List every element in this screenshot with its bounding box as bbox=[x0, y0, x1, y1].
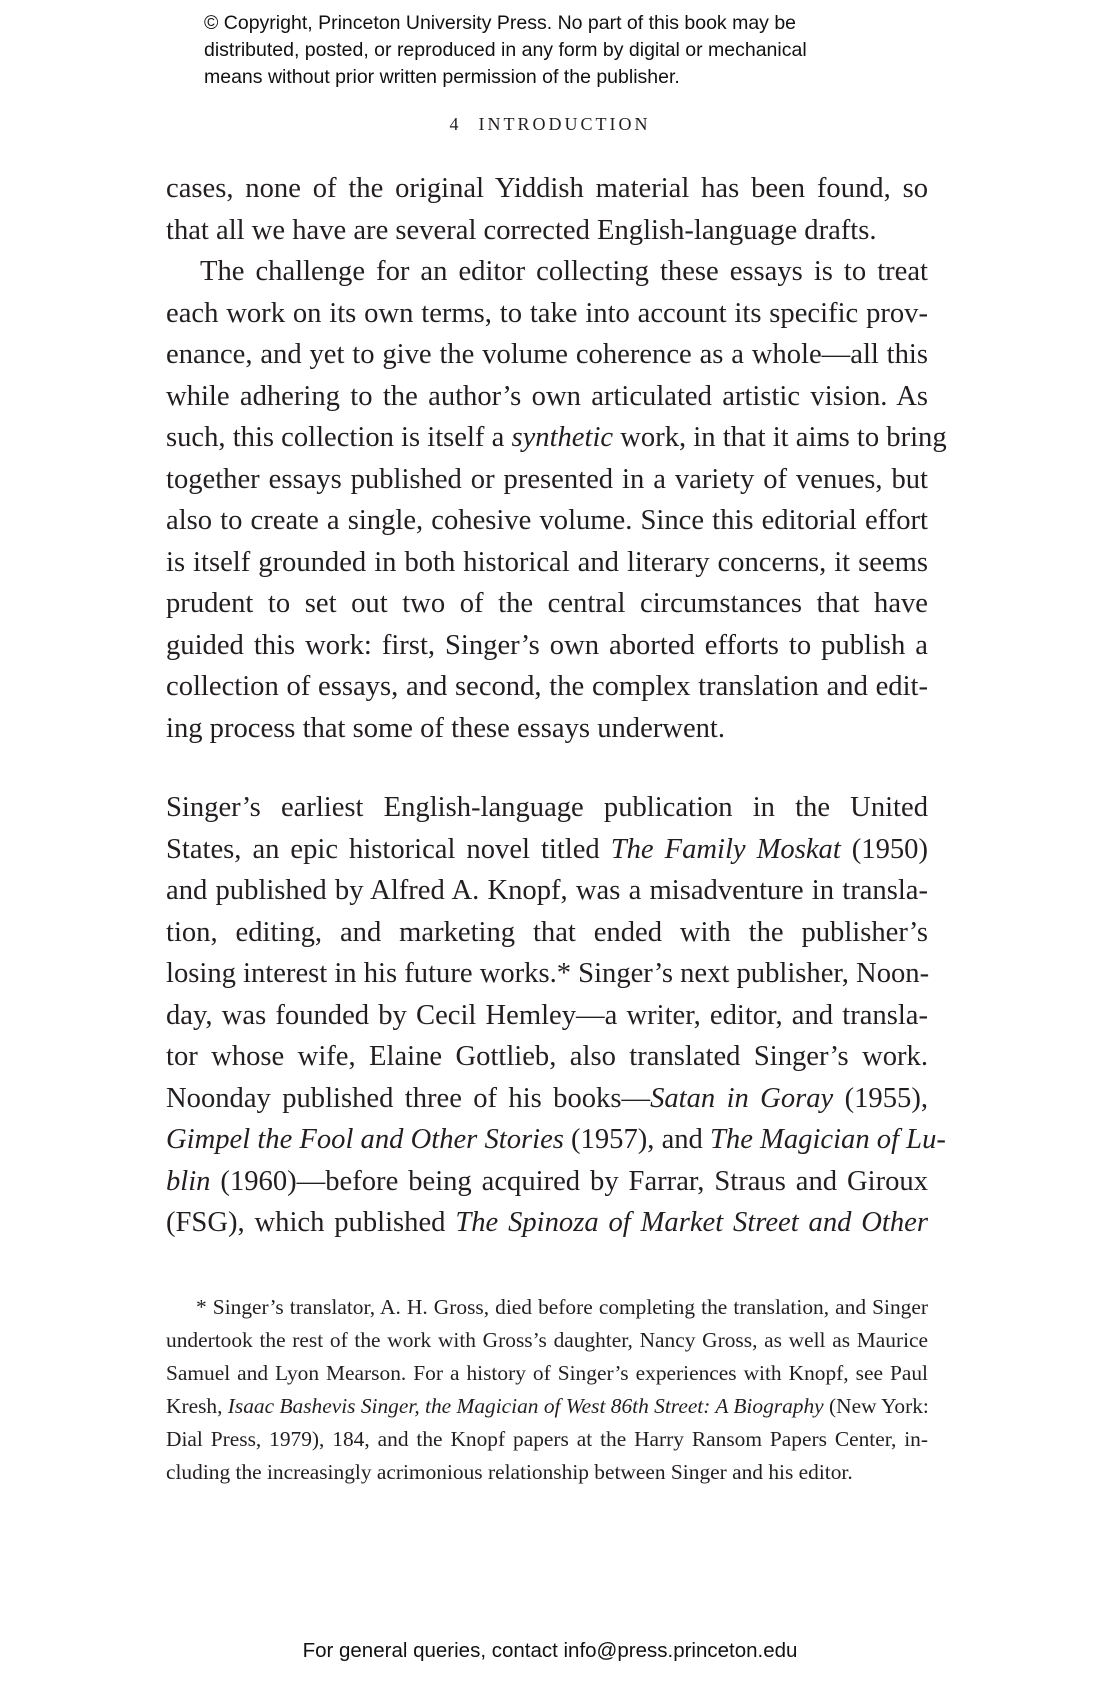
footnote-line: Samuel and Lyon Mearson. For a history of Singer’s experiences with Knopf, see Paul bbox=[166, 1361, 928, 1385]
text-run: Noonday published three of his books— bbox=[166, 1082, 651, 1114]
text-run: work, in that it aims to bring bbox=[613, 422, 947, 453]
contact-footer: For general queries, contact info@press.princeton.edu bbox=[302, 1639, 798, 1662]
paragraph-3-line bbox=[166, 1119, 946, 1161]
text-run: (1960)—before being acquired by Farrar, Straus and Giroux bbox=[210, 1165, 928, 1197]
paragraph-3-line: losing interest in his future works.* Singer’s next publisher, Noon- bbox=[166, 958, 930, 989]
footnote-line: undertook the rest of the work with Gross’s daughter, Nancy Gross, as well as Maurice bbox=[166, 1328, 928, 1352]
text-run: States, an epic historical novel titled bbox=[166, 833, 611, 865]
copyright-line: distributed, posted, or reproduced in any form by digital or mechanical bbox=[204, 39, 807, 61]
text-run: (1955), bbox=[833, 1082, 928, 1114]
page-number: 4 bbox=[449, 114, 459, 134]
paragraph-2-line: enance, and yet to give the volume coherence as a whole—all this bbox=[166, 339, 928, 370]
book-title: blin bbox=[166, 1165, 211, 1197]
paragraph-2-line: The challenge for an editor collecting these essays is to treat bbox=[200, 256, 928, 287]
book-title: The Spinoza of Market Street and Other bbox=[455, 1207, 928, 1238]
paragraph-3-line: Singer’s earliest English-language publication in the United bbox=[166, 792, 928, 823]
paragraph-3-line bbox=[166, 1161, 928, 1203]
copyright-notice bbox=[204, 10, 944, 91]
text-run: (1957), and bbox=[563, 1124, 711, 1155]
paragraph-3-line: tor whose wife, Elaine Gottlieb, also translated Singer’s work. bbox=[166, 1041, 928, 1072]
copyright-line: means without prior written permission of the publisher. bbox=[204, 66, 680, 88]
paragraph-2-line: each work on its own terms, to take into account its specific prov- bbox=[166, 297, 928, 329]
book-title: The Family Moskat bbox=[610, 833, 841, 865]
paragraph-1-line: cases, none of the original Yiddish material has been found, so bbox=[166, 173, 928, 204]
running-head bbox=[0, 114, 1100, 135]
book-title: Satan in Goray bbox=[650, 1082, 834, 1114]
main-text-block-2 bbox=[166, 787, 946, 1244]
paragraph-2-line: prudent to set out two of the central circumstances that have bbox=[166, 588, 928, 619]
paragraph-2-line bbox=[166, 417, 947, 459]
paragraph-2-line: collection of essays, and second, the complex translation and edit- bbox=[166, 671, 928, 702]
text-run: Kresh, bbox=[166, 1394, 228, 1418]
footnote bbox=[166, 1291, 928, 1489]
book-title: Isaac Bashevis Singer, the Magician of West 86th Street: A Biography bbox=[227, 1394, 824, 1418]
paragraph-1-line: that all we have are several corrected English-language drafts. bbox=[166, 214, 877, 246]
paragraph-3-line: and published by Alfred A. Knopf, was a misadventure in transla- bbox=[166, 875, 928, 906]
paragraph-3-line bbox=[166, 1202, 928, 1244]
text-run: such, this collection is itself a bbox=[166, 422, 512, 453]
paragraph-3-line bbox=[166, 829, 928, 871]
main-text-block-1 bbox=[166, 168, 947, 749]
footnote-line: cluding the increasingly acrimonious relationship between Singer and his editor. bbox=[166, 1460, 853, 1484]
paragraph-2-line: ing process that some of these essays underwent. bbox=[166, 712, 726, 744]
book-title: The Magician of Lu- bbox=[710, 1124, 946, 1155]
paragraph-3-line: day, was founded by Cecil Hemley—a writer, editor, and transla- bbox=[166, 999, 928, 1031]
chapter-title: INTRODUCTION bbox=[478, 114, 651, 134]
copyright-line: © Copyright, Princeton University Press. No part of this book may be bbox=[204, 12, 797, 34]
paragraph-2-line: while adhering to the author’s own articulated artistic vision. As bbox=[166, 380, 928, 412]
text-run: (1950) bbox=[840, 833, 928, 865]
text-run: (New York: bbox=[823, 1394, 929, 1418]
paragraph-2-line: is itself grounded in both historical and literary concerns, it seems bbox=[166, 546, 928, 578]
emphasis-text: synthetic bbox=[511, 422, 614, 453]
paragraph-3-line bbox=[166, 1078, 928, 1120]
footnote-line: Dial Press, 1979), 184, and the Knopf papers at the Harry Ransom Papers Center, in- bbox=[166, 1427, 928, 1451]
paragraph-2-line: guided this work: first, Singer’s own aborted efforts to publish a bbox=[166, 629, 928, 661]
footnote-line: * Singer’s translator, A. H. Gross, died before completing the translation, and Singer bbox=[196, 1295, 928, 1319]
paragraph-2-line: together essays published or presented in a variety of venues, but bbox=[166, 463, 928, 495]
book-title: Gimpel the Fool and Other Stories bbox=[166, 1124, 564, 1155]
footnote-line bbox=[166, 1390, 928, 1423]
paragraph-3-line: tion, editing, and marketing that ended with the publisher’s bbox=[166, 916, 928, 948]
paragraph-2-line: also to create a single, cohesive volume. Since this editorial effort bbox=[166, 505, 928, 536]
text-run: (FSG), which published bbox=[166, 1207, 456, 1238]
